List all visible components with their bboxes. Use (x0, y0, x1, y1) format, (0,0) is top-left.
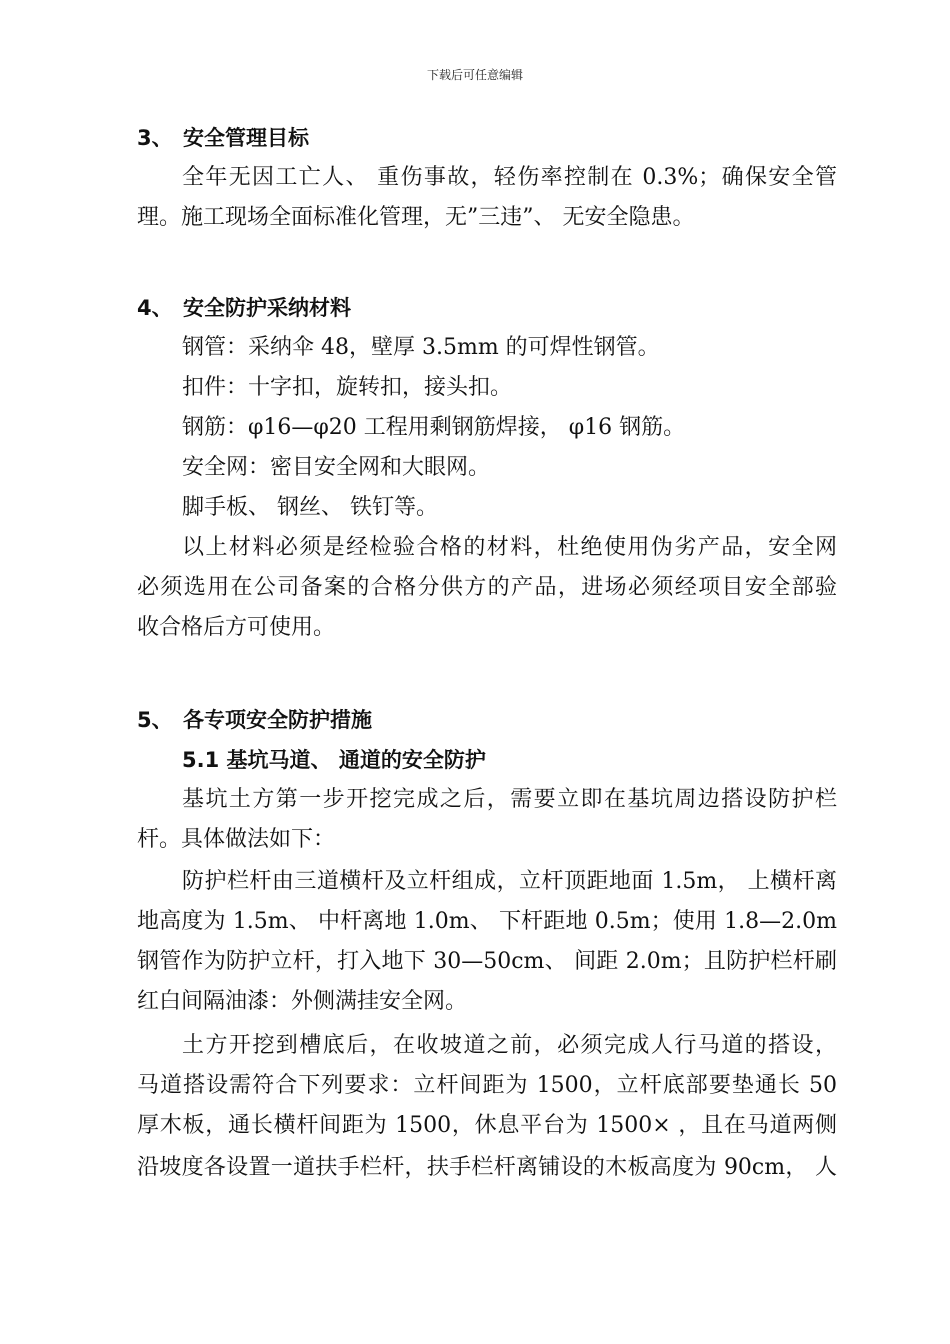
section-5-para3-line-1: 土方开挖到槽底后，在收坡道之前，必须完成人行马道的搭设， (182, 1033, 837, 1058)
section-3-line-2: 理。施工现场全面标准化管理，无”三违”、 无安全隐患。 (137, 205, 695, 230)
section-5-para2-line-2: 地高度为 1.5m、 中杆离地 1.0m、 下杆距地 0.5m；使用 1.8—2.0m (137, 909, 837, 934)
section-4-title: 安全防护采纳材料 (183, 296, 351, 320)
section-5-para2-line-1: 防护栏杆由三道横杆及立杆组成，立杆顶距地面 1.5m， 上横杆离 (182, 869, 837, 894)
section-5-para1-line-1: 基坑土方第一步开挖完成之后，需要立即在基坑周边搭设防护栏 (182, 787, 837, 812)
section-4-para-line-2: 必须选用在公司备案的合格分供方的产品，进场必须经项目安全部验 (137, 575, 837, 600)
section-3-number: 3、 (137, 126, 173, 150)
material-item-steel-pipe: 钢管：采纳伞 48，壁厚 3.5mm 的可焊性钢管。 (182, 335, 660, 360)
page-header-note: 下载后可任意编辑 (426, 68, 523, 82)
section-5-para3-line-4: 沿坡度各设置一道扶手栏杆，扶手栏杆离铺设的木板高度为 90cm， 人 (137, 1155, 837, 1180)
section-4-number: 4、 (137, 296, 173, 320)
material-item-rebar: 钢筋：φ16—φ20 工程用剩钢筋焊接， φ16 钢筋。 (182, 415, 686, 440)
section-5-title: 各专项安全防护措施 (183, 708, 372, 732)
section-3-heading (137, 124, 837, 152)
section-3-line-1: 全年无因工亡人、 重伤事故，轻伤率控制在 0.3%；确保安全管 (182, 165, 837, 190)
material-item-scaffold-board: 脚手板、 钢丝、 铁钉等。 (182, 495, 438, 520)
section-4-para-line-3: 收合格后方可使用。 (137, 615, 336, 640)
subsection-5-1-title: 5.1 基坑马道、 通道的安全防护 (182, 748, 486, 772)
section-4-para-line-1: 以上材料必须是经检验合格的材料，杜绝使用伪劣产品，安全网 (182, 535, 837, 560)
section-5-para3-line-3: 厚木板，通长横杆间距为 1500，休息平台为 1500× ，且在马道两侧 (137, 1113, 837, 1138)
section-5-para3-line-2: 马道搭设需符合下列要求：立杆间距为 1500，立杆底部要垫通长 50 (137, 1073, 837, 1098)
section-5-para2-line-4: 红白间隔油漆：外侧满挂安全网。 (137, 989, 468, 1014)
section-5-heading (137, 706, 837, 734)
material-item-fastener: 扣件：十字扣，旋转扣，接头扣。 (182, 375, 513, 400)
section-5-para2-line-3: 钢管作为防护立杆，打入地下 30—50cm、 间距 2.0m；且防护栏杆刷 (137, 949, 837, 974)
section-5-number: 5、 (137, 708, 173, 732)
section-4-heading (137, 294, 837, 322)
section-3-title: 安全管理目标 (183, 126, 309, 150)
material-item-safety-net: 安全网：密目安全网和大眼网。 (182, 455, 491, 480)
section-5-para1-line-2: 杆。具体做法如下： (137, 827, 336, 852)
